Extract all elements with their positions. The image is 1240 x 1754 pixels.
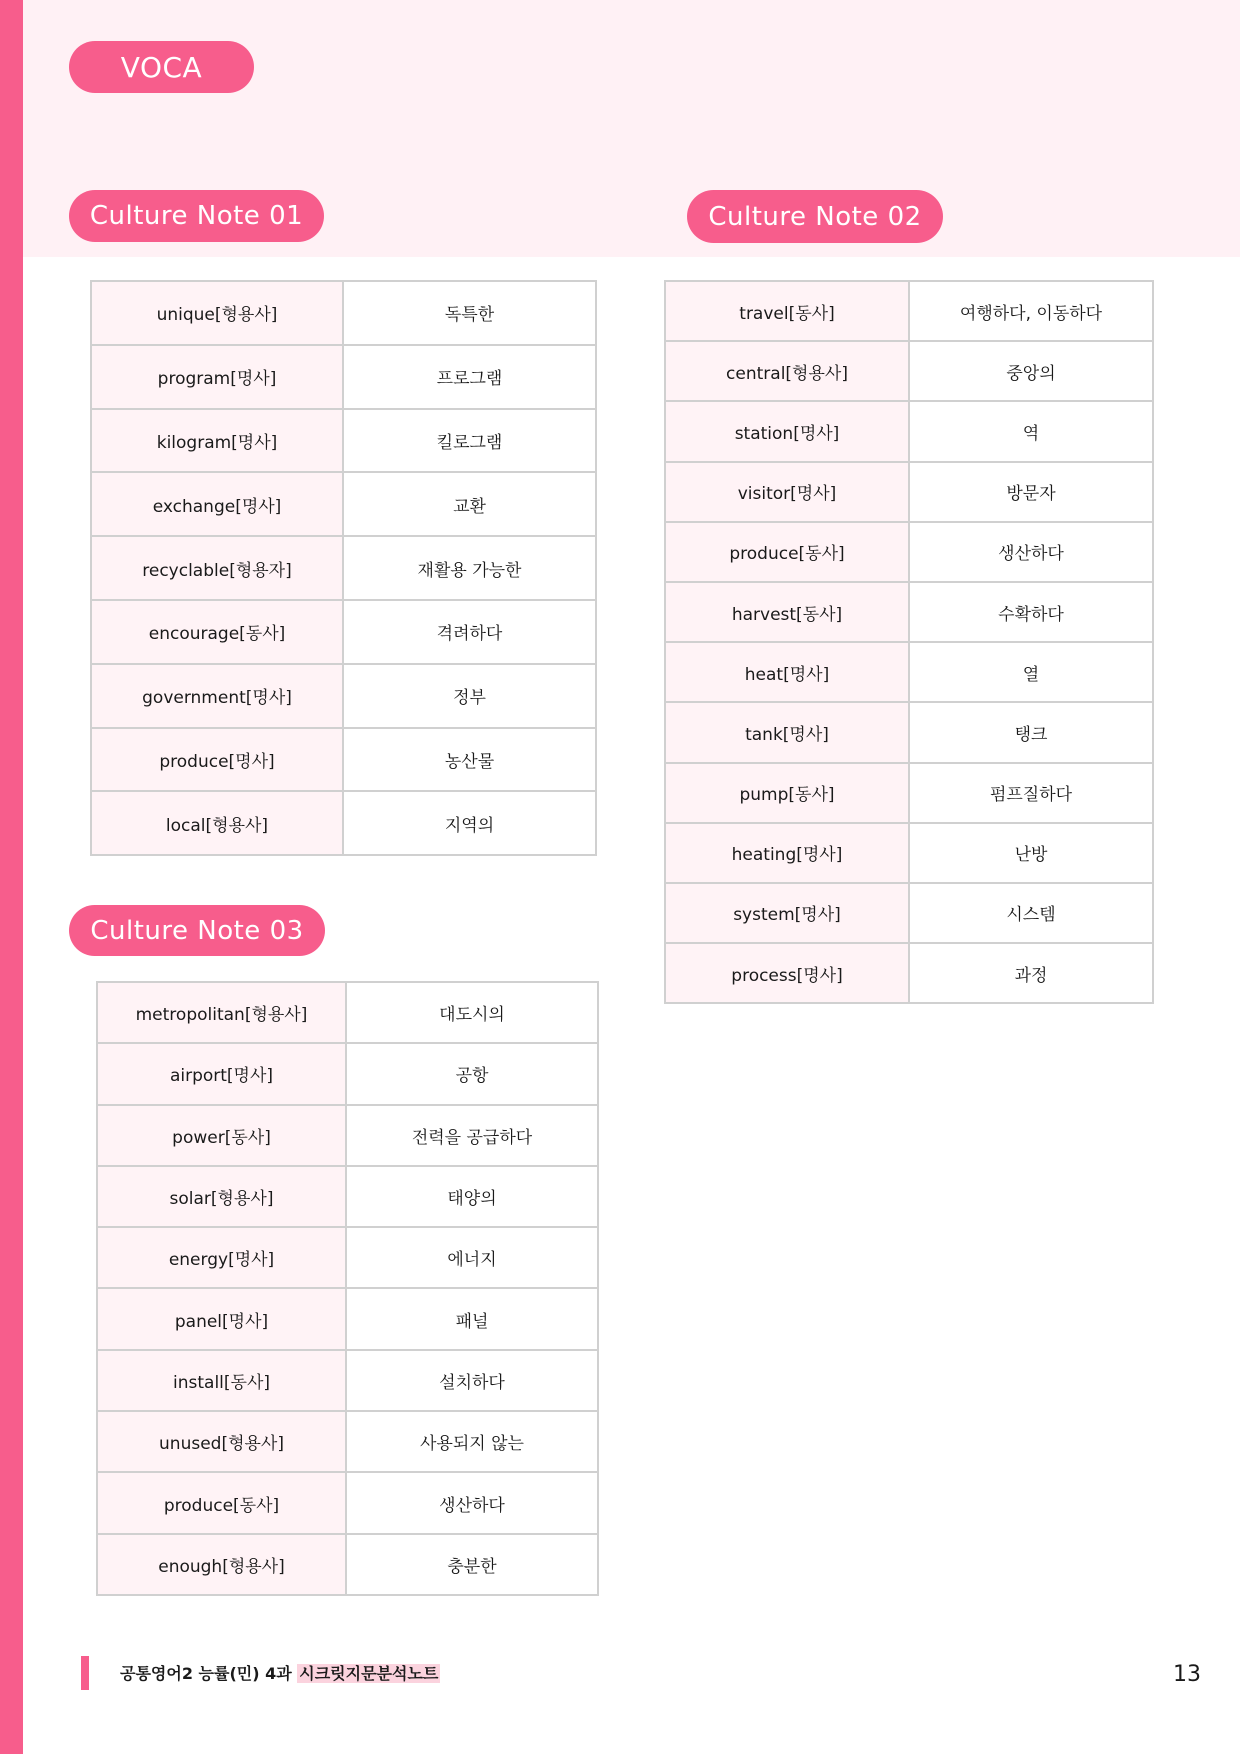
meaning-cell: 난방 <box>909 823 1153 883</box>
meaning-cell: 사용되지 않는 <box>346 1411 598 1472</box>
section-label-culture-note-01: Culture Note 01 <box>69 190 324 242</box>
table-row <box>665 823 1153 883</box>
word-cell: central[형용사] <box>665 341 909 401</box>
table-row <box>97 1534 598 1595</box>
word-cell: station[명사] <box>665 401 909 461</box>
word-cell: harvest[동사] <box>665 582 909 642</box>
table-row <box>665 883 1153 943</box>
table-row <box>97 1288 598 1349</box>
word-cell: process[명사] <box>665 943 909 1003</box>
word-cell: unused[형용사] <box>97 1411 346 1472</box>
section-label-culture-note-02: Culture Note 02 <box>687 190 943 243</box>
meaning-cell: 생산하다 <box>346 1472 598 1533</box>
table-row <box>97 1472 598 1533</box>
table-row <box>665 763 1153 823</box>
word-cell: visitor[명사] <box>665 462 909 522</box>
table-row <box>665 702 1153 762</box>
meaning-cell: 방문자 <box>909 462 1153 522</box>
meaning-cell: 에너지 <box>346 1227 598 1288</box>
meaning-cell: 펌프질하다 <box>909 763 1153 823</box>
footer-caption <box>120 1661 440 1684</box>
word-cell: system[명사] <box>665 883 909 943</box>
table-row <box>665 642 1153 702</box>
meaning-cell: 전력을 공급하다 <box>346 1105 598 1166</box>
word-cell: power[동사] <box>97 1105 346 1166</box>
voca-badge: VOCA <box>69 41 254 93</box>
page-number: 13 <box>1173 1662 1201 1687</box>
word-cell: heat[명사] <box>665 642 909 702</box>
meaning-cell: 지역의 <box>343 791 596 855</box>
meaning-cell: 킬로그램 <box>343 409 596 473</box>
table-row <box>91 536 596 600</box>
word-cell: panel[명사] <box>97 1288 346 1349</box>
meaning-cell: 대도시의 <box>346 982 598 1043</box>
meaning-cell: 패널 <box>346 1288 598 1349</box>
table-row <box>97 1411 598 1472</box>
meaning-cell: 재활용 가능한 <box>343 536 596 600</box>
word-cell: tank[명사] <box>665 702 909 762</box>
meaning-cell: 과정 <box>909 943 1153 1003</box>
word-cell: pump[동사] <box>665 763 909 823</box>
table-row <box>665 401 1153 461</box>
table-row <box>91 728 596 792</box>
meaning-cell: 열 <box>909 642 1153 702</box>
word-cell: install[동사] <box>97 1350 346 1411</box>
table-row <box>665 943 1153 1003</box>
word-cell: recyclable[형용자] <box>91 536 343 600</box>
meaning-cell: 생산하다 <box>909 522 1153 582</box>
word-cell: solar[형용사] <box>97 1166 346 1227</box>
meaning-cell: 탱크 <box>909 702 1153 762</box>
section-label-culture-note-03: Culture Note 03 <box>69 905 325 956</box>
word-cell: enough[형용사] <box>97 1534 346 1595</box>
meaning-cell: 시스템 <box>909 883 1153 943</box>
table-row <box>665 582 1153 642</box>
vocab-table-culture-note-03 <box>96 981 599 1596</box>
meaning-cell: 독특한 <box>343 281 596 345</box>
vocab-table-culture-note-01 <box>90 280 597 856</box>
word-cell: produce[명사] <box>91 728 343 792</box>
word-cell: kilogram[명사] <box>91 409 343 473</box>
table-row <box>97 982 598 1043</box>
meaning-cell: 교환 <box>343 472 596 536</box>
word-cell: encourage[동사] <box>91 600 343 664</box>
footer-book-title: 공통영어2 능률(민) 4과 <box>120 1664 298 1683</box>
meaning-cell: 역 <box>909 401 1153 461</box>
word-cell: travel[동사] <box>665 281 909 341</box>
meaning-cell: 충분한 <box>346 1534 598 1595</box>
table-row <box>91 345 596 409</box>
meaning-cell: 공항 <box>346 1043 598 1104</box>
meaning-cell: 설치하다 <box>346 1350 598 1411</box>
meaning-cell: 중앙의 <box>909 341 1153 401</box>
word-cell: heating[명사] <box>665 823 909 883</box>
meaning-cell: 격려하다 <box>343 600 596 664</box>
footer-accent-bar <box>81 1656 89 1690</box>
word-cell: exchange[명사] <box>91 472 343 536</box>
table-row <box>91 281 596 345</box>
footer-highlight-label: 시크릿지문분석노트 <box>299 1664 439 1683</box>
meaning-cell: 여행하다, 이동하다 <box>909 281 1153 341</box>
table-row <box>91 409 596 473</box>
table-row <box>97 1350 598 1411</box>
word-cell: government[명사] <box>91 664 343 728</box>
table-row <box>665 462 1153 522</box>
meaning-cell: 태양의 <box>346 1166 598 1227</box>
vocab-table-culture-note-02 <box>664 280 1154 1004</box>
word-cell: program[명사] <box>91 345 343 409</box>
word-cell: produce[동사] <box>97 1472 346 1533</box>
meaning-cell: 농산물 <box>343 728 596 792</box>
table-row <box>97 1105 598 1166</box>
table-row <box>665 522 1153 582</box>
word-cell: unique[형용사] <box>91 281 343 345</box>
word-cell: local[형용사] <box>91 791 343 855</box>
table-row <box>97 1166 598 1227</box>
side-accent-strip <box>0 0 23 1754</box>
table-row <box>91 600 596 664</box>
table-row <box>665 341 1153 401</box>
table-row <box>97 1227 598 1288</box>
word-cell: energy[명사] <box>97 1227 346 1288</box>
word-cell: airport[명사] <box>97 1043 346 1104</box>
meaning-cell: 수확하다 <box>909 582 1153 642</box>
word-cell: produce[동사] <box>665 522 909 582</box>
table-row <box>97 1043 598 1104</box>
table-row <box>91 664 596 728</box>
meaning-cell: 정부 <box>343 664 596 728</box>
table-row <box>665 281 1153 341</box>
table-row <box>91 791 596 855</box>
table-row <box>91 472 596 536</box>
meaning-cell: 프로그램 <box>343 345 596 409</box>
word-cell: metropolitan[형용사] <box>97 982 346 1043</box>
